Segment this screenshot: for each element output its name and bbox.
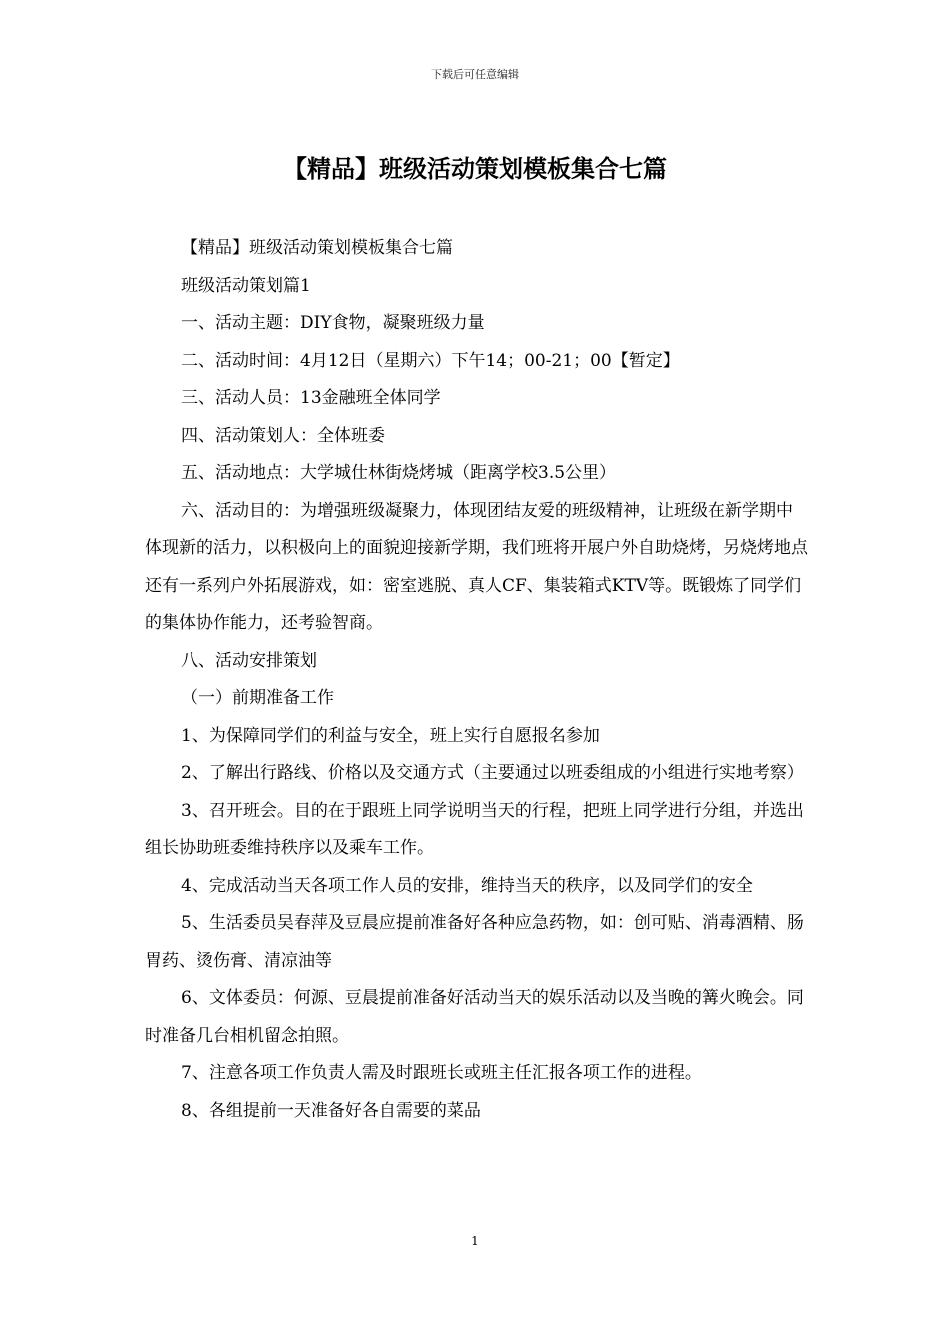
paragraph: 三、活动人员：13金融班全体同学 bbox=[181, 388, 441, 408]
paragraph: （一）前期准备工作 bbox=[181, 688, 334, 708]
document-title: 【精品】班级活动策划模板集合七篇 bbox=[283, 155, 667, 183]
paragraph: 六、活动目的：为增强班级凝聚力，体现团结友爱的班级精神，让班级在新学期中体现新的活力，以积极向上的面貌迎接新学期，我们班将开展户外自助烧烤，另烧烤地点还有一系列户外拓展游戏，如：密室逃脱、真人CF、集装箱式KTV等。既锻炼了同学们的集体协作能力，还考验智商。 bbox=[145, 500, 808, 633]
paragraph: 3、召开班会。目的在于跟班上同学说明当天的行程，把班上同学进行分组，并选出组长协助班委维持秩序以及乘车工作。 bbox=[145, 800, 804, 858]
paragraph: 4、完成活动当天各项工作人员的安排，维持当天的秩序，以及同学们的安全 bbox=[181, 875, 753, 896]
page-header-note: 下载后可任意编辑 bbox=[431, 68, 519, 81]
paragraph: 四、活动策划人：全体班委 bbox=[181, 425, 385, 446]
paragraph: 5、生活委员吴春萍及豆晨应提前准备好各种应急药物，如：创可贴、消毒酒精、肠胃药、烫伤膏、清凉油等 bbox=[145, 913, 804, 971]
paragraph: 1、为保障同学们的利益与安全，班上实行自愿报名参加 bbox=[181, 725, 600, 746]
paragraph: 二、活动时间：4月12日（星期六）下午14；00-21；00【暂定】 bbox=[181, 350, 680, 371]
paragraph: 五、活动地点：大学城仕林街烧烤城（距离学校3.5公里） bbox=[181, 463, 617, 483]
page-number: 1 bbox=[471, 1234, 479, 1248]
paragraph: 8、各组提前一天准备好各自需要的菜品 bbox=[181, 1100, 481, 1121]
paragraph: 班级活动策划篇1 bbox=[181, 275, 311, 296]
paragraph: 6、文体委员：何源、豆晨提前准备好活动当天的娱乐活动以及当晚的篝火晚会。同时准备几台相机留念拍照。 bbox=[145, 988, 804, 1046]
paragraph: 7、注意各项工作负责人需及时跟班长或班主任汇报各项工作的进程。 bbox=[181, 1063, 702, 1083]
paragraph: 八、活动安排策划 bbox=[181, 650, 317, 671]
paragraph: 【精品】班级活动策划模板集合七篇 bbox=[181, 238, 453, 258]
document-body bbox=[145, 230, 809, 1130]
paragraph: 一、活动主题：DIY食物，凝聚班级力量 bbox=[181, 313, 485, 333]
paragraph: 2、了解出行路线、价格以及交通方式（主要通过以班委组成的小组进行实地考察） bbox=[181, 763, 804, 783]
